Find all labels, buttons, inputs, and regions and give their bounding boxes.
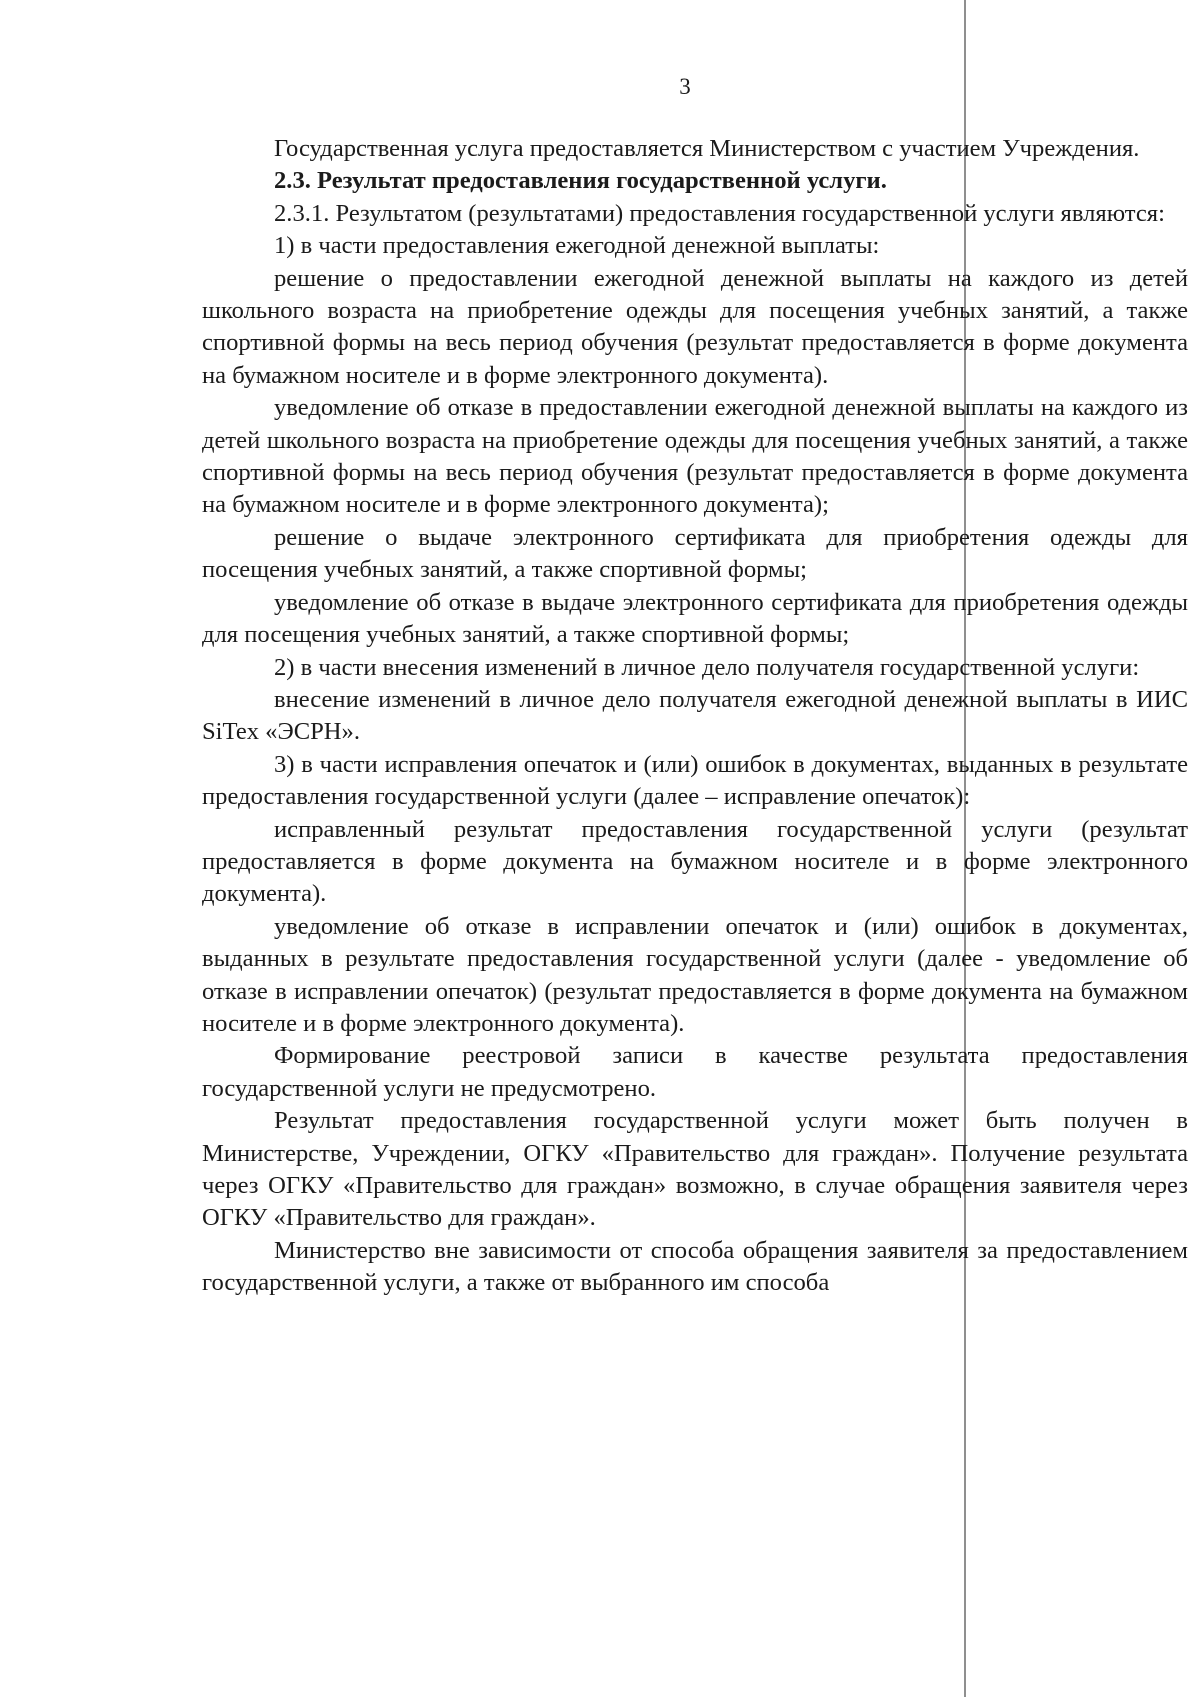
section-heading: 2.3. Результат предоставления государственной услуги.	[274, 167, 887, 195]
page-number: 3	[679, 74, 691, 99]
paragraph: 2.3.1. Результатом (результатами) предоставления государственной услуги являются:	[274, 199, 1165, 227]
paragraph: уведомление об отказе в выдаче электронного сертификата для приобретения одежды для посещения учебных занятий, а также спортивной формы;	[202, 588, 1188, 649]
document-body	[202, 133, 1188, 1300]
paragraph: 3) в части исправления опечаток и (или) ошибок в документах, выданных в результате предоставления государственной услуги (далее – исправление опечаток):	[202, 750, 1188, 811]
paragraph: Министерство вне зависимости от способа обращения заявителя за предоставлением государственной услуги, а также от выбранного им способа	[202, 1236, 1188, 1297]
paragraph: уведомление об отказе в исправлении опечаток и (или) ошибок в документах, выданных в результате предоставления государственной услуги (далее - уведомление об отказе в исправлении опечаток) (результат предоставляется в форме документа на бумажном носителе и в форме электронного документа).	[202, 912, 1188, 1037]
paragraph: 2) в части внесения изменений в личное дело получателя государственной услуги:	[274, 653, 1140, 681]
paragraph: уведомление об отказе в предоставлении ежегодной денежной выплаты на каждого из детей школьного возраста на приобретение одежды для посещения учебных занятий, а также спортивной формы на весь период обучения (результат предоставляется в форме документа на бумажном носителе и в форме электронного документа);	[202, 394, 1188, 519]
paragraph: исправленный результат предоставления государственной услуги (результат предоставляется в форме документа на бумажном носителе и в форме электронного документа).	[202, 815, 1188, 908]
paragraph: Результат предоставления государственной услуги может быть получен в Министерстве, Учреждении, ОГКУ «Правительство для граждан». Получение результата через ОГКУ «Правительство для граждан» возможно, в случае обращения заявителя через ОГКУ «Правительство для граждан».	[202, 1107, 1188, 1232]
paragraph: решение о выдаче электронного сертификата для приобретения одежды для посещения учебных занятий, а также спортивной формы;	[202, 523, 1188, 584]
paragraph: Государственная услуга предоставляется Министерством с участием Учреждения.	[274, 135, 1140, 162]
paragraph: Формирование реестровой записи в качестве результата предоставления государственной услуги не предусмотрено.	[202, 1042, 1188, 1102]
paragraph: решение о предоставлении ежегодной денежной выплаты на каждого из детей школьного возраста на приобретение одежды для посещения учебных занятий, а также спортивной формы на весь период обучения (результат предоставляется в форме документа на бумажном носителе и в форме электронного документа).	[202, 264, 1188, 389]
paragraph: внесение изменений в личное дело получателя ежегодной денежной выплаты в ИИС SiTex «ЭСРН».	[202, 685, 1188, 746]
paragraph: 1) в части предоставления ежегодной денежной выплаты:	[274, 232, 880, 260]
